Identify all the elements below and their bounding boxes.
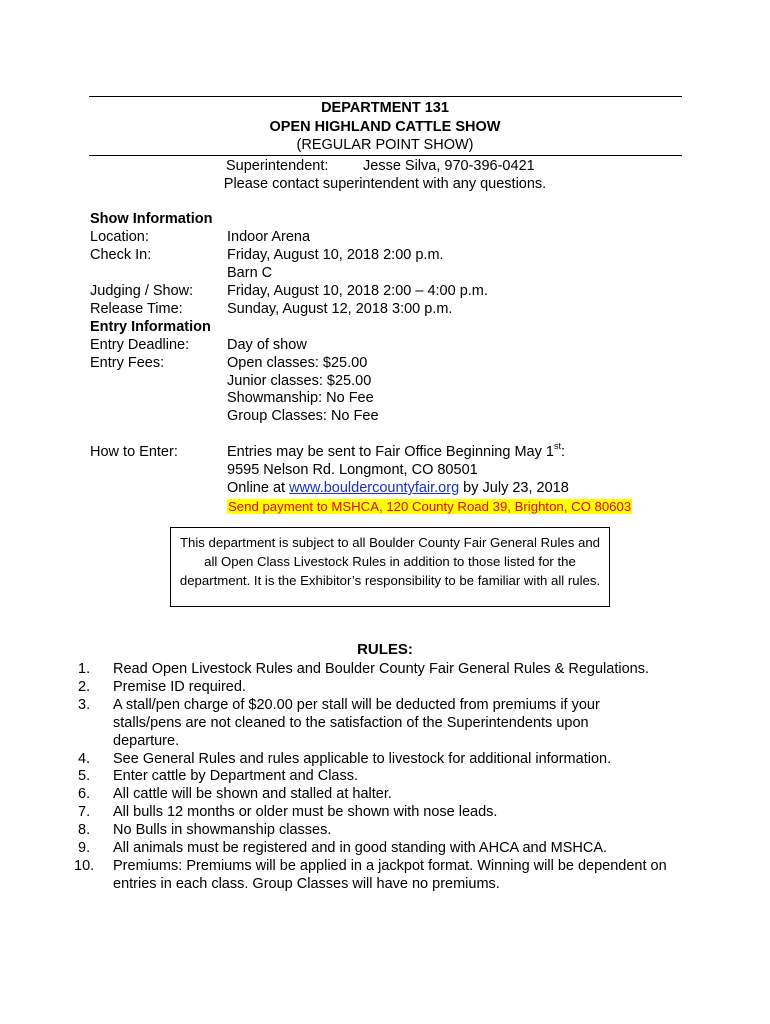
rule-text: See General Rules and rules applicable to livestock for additional information. (113, 751, 612, 767)
location-label: Location: (90, 229, 149, 245)
rule-number: 10. (74, 858, 95, 874)
checkin-place: Barn C (227, 265, 273, 281)
rule-number: 9. (78, 840, 91, 856)
fee-group: Group Classes: No Fee (227, 408, 379, 424)
superintendent-value: Jesse Silva, 970-396-0421 (363, 158, 535, 174)
payment-note-highlight: Send payment to MSHCA, 120 County Road 39, Brighton, CO 80603 (228, 499, 632, 514)
rule-text: All cattle will be shown and stalled at halter. (113, 786, 392, 802)
entry-info-heading: Entry Information (90, 319, 211, 335)
rule-number: 2. (78, 679, 91, 695)
how-to-enter-line1 (227, 443, 565, 461)
online-prefix: Online at (227, 480, 290, 496)
fee-junior: Junior classes: $25.00 (227, 373, 372, 389)
show-info-heading: Show Information (90, 211, 213, 227)
checkin-label: Check In: (90, 247, 152, 263)
how-line1-end: : (560, 444, 565, 460)
show-type: (REGULAR POINT SHOW) (296, 137, 474, 153)
rule-text: Enter cattle by Department and Class. (113, 768, 359, 784)
notice-text: This department is subject to all Boulder County Fair General Rules and all Open Class Livestock Rules in addition to those listed for the department. It is the Exhibitor’s responsibility to be familiar with all rules. (179, 535, 601, 588)
online-suffix: by July 23, 2018 (459, 480, 569, 496)
deadline-value: Day of show (227, 337, 307, 353)
fair-website-link[interactable]: www.bouldercountyfair.org (289, 480, 460, 496)
rule-number: 8. (78, 822, 91, 838)
how-to-enter-label: How to Enter: (90, 444, 178, 460)
rule-text: Premiums: Premiums will be applied in a jackpot format. Winning will be dependent on entries in each class. Group Classes will have no premiums. (113, 858, 667, 892)
judging-value: Friday, August 10, 2018 2:00 – 4:00 p.m. (227, 283, 488, 299)
fee-open: Open classes: $25.00 (227, 355, 368, 371)
checkin-value: Friday, August 10, 2018 2:00 p.m. (227, 247, 444, 263)
rule-number: 3. (78, 697, 91, 713)
deadline-label: Entry Deadline: (90, 337, 190, 353)
fees-label: Entry Fees: (90, 355, 165, 371)
rule-number: 4. (78, 751, 91, 767)
fee-showmanship: Showmanship: No Fee (227, 390, 374, 406)
rule-text: Read Open Livestock Rules and Boulder County Fair General Rules & Regulations. (113, 661, 649, 677)
superintendent-label: Superintendent: (226, 158, 329, 174)
rule-text: All bulls 12 months or older must be shown with nose leads. (113, 804, 498, 820)
how-to-enter-address: 9595 Nelson Rd. Longmont, CO 80501 (227, 462, 478, 478)
release-value: Sunday, August 12, 2018 3:00 p.m. (227, 301, 453, 317)
location-value: Indoor Arena (227, 229, 311, 245)
contact-note: Please contact superintendent with any questions. (223, 176, 547, 192)
rule-number: 5. (78, 768, 91, 784)
rule-text: A stall/pen charge of $20.00 per stall will be deducted from premiums if your stalls/pens are not cleaned to the satisfaction of the Superintendents upon departure. (113, 697, 600, 749)
how-to-enter-online (227, 479, 569, 497)
judging-label: Judging / Show: (90, 283, 194, 299)
rule-text: No Bulls in showmanship classes. (113, 822, 332, 838)
notice-box (170, 527, 610, 607)
department-title: DEPARTMENT 131 (321, 100, 449, 116)
payment-note (227, 498, 632, 516)
how-line1-sup: st (553, 441, 561, 452)
top-rule (89, 96, 682, 97)
rule-text: Premise ID required. (113, 679, 246, 695)
rules-heading: RULES: (357, 641, 413, 658)
rule-number: 1. (78, 661, 91, 677)
show-name: OPEN HIGHLAND CATTLE SHOW (269, 119, 501, 135)
header-rule (89, 155, 682, 156)
release-label: Release Time: (90, 301, 183, 317)
rule-number: 6. (78, 786, 91, 802)
rule-number: 7. (78, 804, 91, 820)
rule-text: All animals must be registered and in good standing with AHCA and MSHCA. (113, 840, 608, 856)
how-line1-text: Entries may be sent to Fair Office Beginning May 1 (227, 444, 554, 460)
